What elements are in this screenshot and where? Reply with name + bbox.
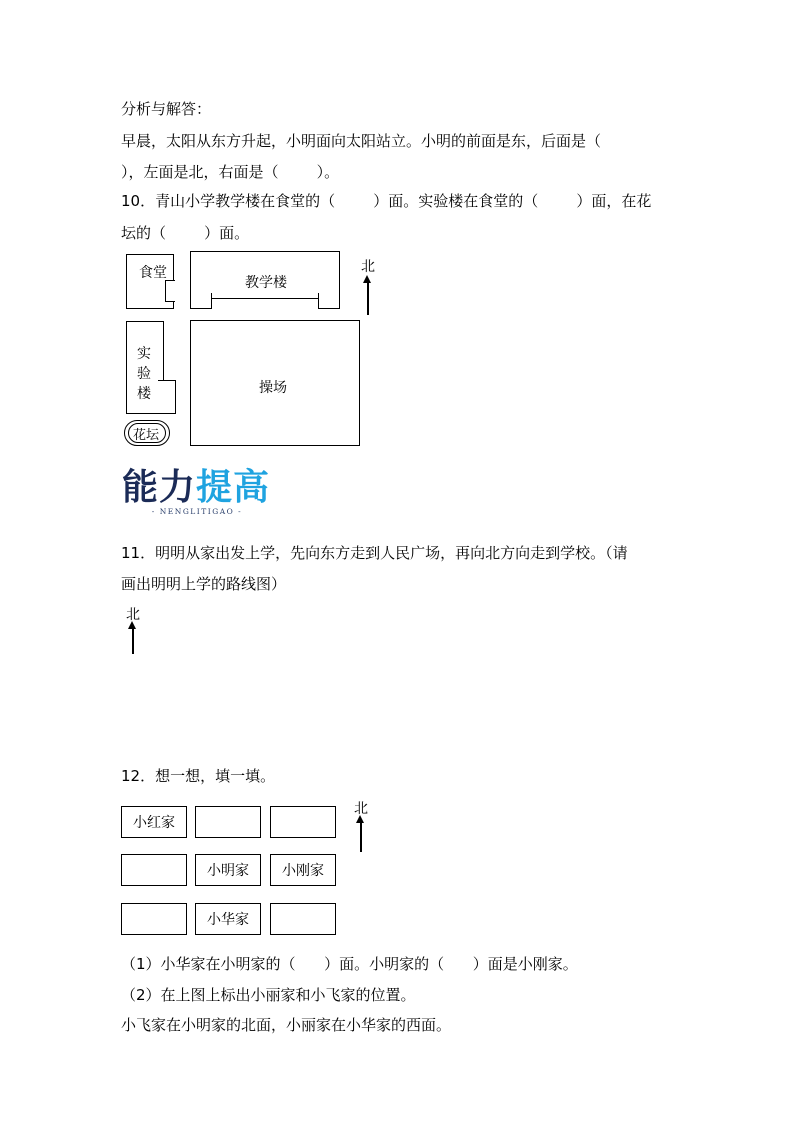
north-arrow-q12-icon	[360, 822, 362, 852]
north-label-q11: 北	[126, 607, 140, 623]
grid-cell-r1c2[interactable]	[195, 806, 261, 838]
lab-building-label-3: 楼	[137, 386, 151, 402]
north-label-q12: 北	[354, 801, 368, 817]
section-heading: 分析与解答：	[121, 100, 212, 118]
grid-cell-r3c1[interactable]	[121, 903, 187, 935]
grid-cell-r2c3: 小刚家	[270, 854, 336, 886]
flower-bed-label: 花坛	[133, 428, 160, 443]
logo-title	[122, 468, 272, 508]
grid-cell-r3c3[interactable]	[270, 903, 336, 935]
logo-part-1: 能力	[122, 467, 197, 508]
north-arrow-q11-icon	[132, 628, 134, 654]
nenglitigao-logo	[122, 468, 272, 520]
grid-cell-r3c2: 小华家	[195, 903, 261, 935]
q12-sub-3: 小飞家在小明家的北面，小丽家在小华家的西面。	[121, 1016, 452, 1034]
q12-sub-2: （2）在上图上标出小丽家和小飞家的位置。	[121, 986, 416, 1004]
teaching-building-wing-left	[190, 293, 212, 309]
teaching-building-label: 教学楼	[245, 275, 287, 291]
grid-cell-r2c2: 小明家	[195, 854, 261, 886]
lab-building-label-2: 验	[137, 366, 151, 382]
lab-building-notch	[158, 380, 176, 414]
north-label-q10: 北	[361, 259, 375, 275]
q11-line-2: 画出明明上学的路线图）	[121, 575, 287, 593]
logo-subtitle: - NENGLITIGAO -	[151, 507, 243, 516]
q9-line-2: ），左面是北，右面是（ ）。	[121, 163, 340, 181]
q12-sub-1: （1）小华家在小明家的（ ）面。小明家的（ ）面是小刚家。	[121, 955, 578, 973]
q12-title: 12．想一想，填一填。	[121, 767, 276, 785]
grid-cell-r2c1[interactable]	[121, 854, 187, 886]
grid-cell-r1c1: 小红家	[121, 806, 187, 838]
logo-part-2: 提高	[196, 467, 271, 508]
q11-line-1: 11．明明从家出发上学，先向东方走到人民广场，再向北方向走到学校。（请	[121, 544, 628, 562]
canteen-label: 食堂	[139, 265, 167, 281]
playground-label: 操场	[259, 380, 287, 396]
teaching-building-wing-right	[318, 293, 340, 309]
grid-cell-r1c3[interactable]	[270, 806, 336, 838]
north-arrow-icon	[367, 282, 369, 315]
q9-line-1: 早晨，太阳从东方升起，小明面向太阳站立。小明的前面是东，后面是（	[121, 132, 602, 150]
canteen-notch	[165, 280, 175, 302]
lab-building-label-1: 实	[137, 346, 151, 362]
q10-line-1: 10．青山小学教学楼在食堂的（ ）面。实验楼在食堂的（ ）面，在花	[121, 192, 652, 210]
q10-line-2: 坛的（ ）面。	[121, 224, 250, 242]
